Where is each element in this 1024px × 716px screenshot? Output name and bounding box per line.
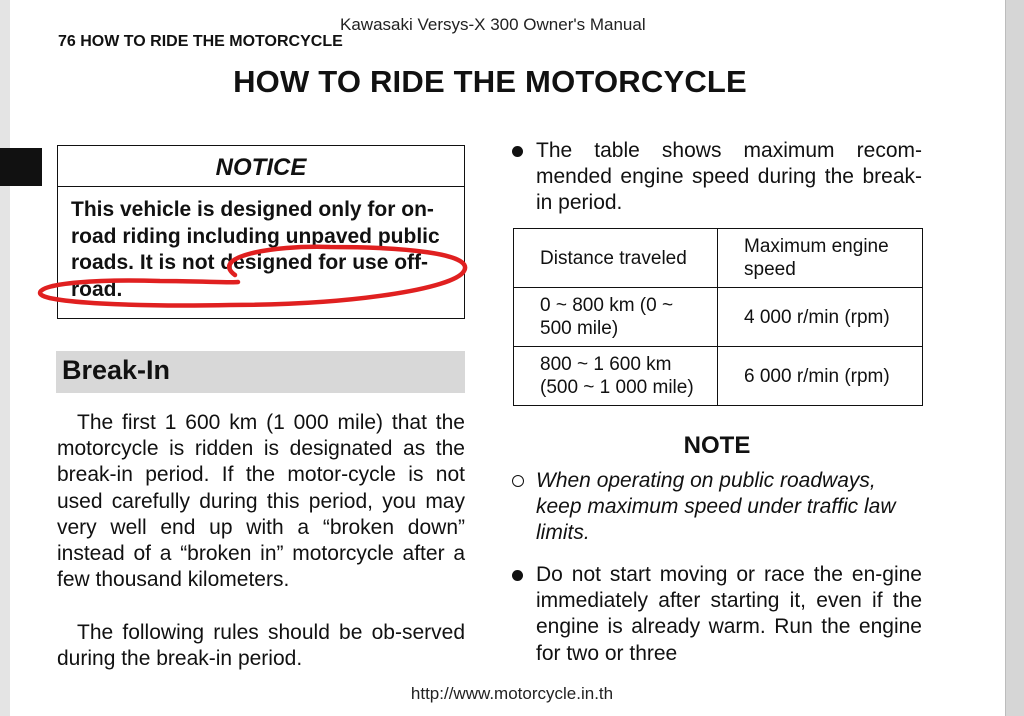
notice-heading: NOTICE	[58, 146, 464, 187]
break-in-paragraph-1: The first 1 600 km (1 000 mile) that the motorcycle is ridden is designated as the break-in period. If the motor-cycle is not used carefully during this period, you may very well end up with a “broken down” instead of a “broken in” motorcycle after a few thousand kilometers.	[57, 411, 465, 592]
bullet-text: The table shows maximum recom-mended engine speed during the break-in period.	[536, 139, 922, 215]
table-cell: 4 000 r/min (rpm)	[718, 288, 923, 347]
table-cell: 800 ~ 1 600 km (500 ~ 1 000 mile)	[514, 347, 718, 406]
footer-url: http://www.motorcycle.in.th	[410, 684, 614, 703]
note-text: When operating on public roadways, keep maximum speed under traffic law limits.	[536, 469, 896, 545]
table-row	[514, 288, 923, 347]
section-thumb-tab	[0, 148, 42, 186]
table-header-cell: Distance traveled	[514, 229, 718, 288]
engine-speed-table	[513, 228, 923, 406]
viewer-right-gutter	[1006, 0, 1024, 716]
table-cell: 6 000 r/min (rpm)	[718, 347, 923, 406]
bullet-item	[512, 138, 922, 217]
page-left-margin	[0, 0, 10, 716]
bullet-dot-icon	[512, 562, 523, 588]
bullet-dot-icon	[512, 138, 523, 164]
table-header-cell: Maximum engine speed	[718, 229, 923, 288]
notice-text: This vehicle is designed only for on-road riding including unpaved public roads. It is not designed for use off-road.	[71, 198, 440, 301]
break-in-section-bar	[56, 351, 465, 393]
hollow-bullet-icon	[512, 468, 524, 494]
red-ink-annotation	[30, 235, 480, 330]
table-cell: 0 ~ 800 km (0 ~ 500 mile)	[514, 288, 718, 347]
note-heading: NOTE	[683, 432, 751, 459]
bullet-text: Do not start moving or race the en-gine immediately after starting it, even if the engine is already warm. Run the engine for two or three	[536, 563, 922, 665]
section-title: Break-In	[62, 355, 171, 385]
break-in-paragraph-2: The following rules should be ob-served during the break-in period.	[57, 621, 465, 671]
running-head: 76 HOW TO RIDE THE MOTORCYCLE	[58, 33, 343, 50]
page-heading: HOW TO RIDE THE MOTORCYCLE	[233, 64, 747, 99]
table-header-row	[514, 229, 923, 288]
note-item	[512, 468, 922, 547]
document-title: Kawasaki Versys-X 300 Owner's Manual	[340, 15, 646, 34]
table-row	[514, 347, 923, 406]
bullet-item	[512, 562, 922, 667]
